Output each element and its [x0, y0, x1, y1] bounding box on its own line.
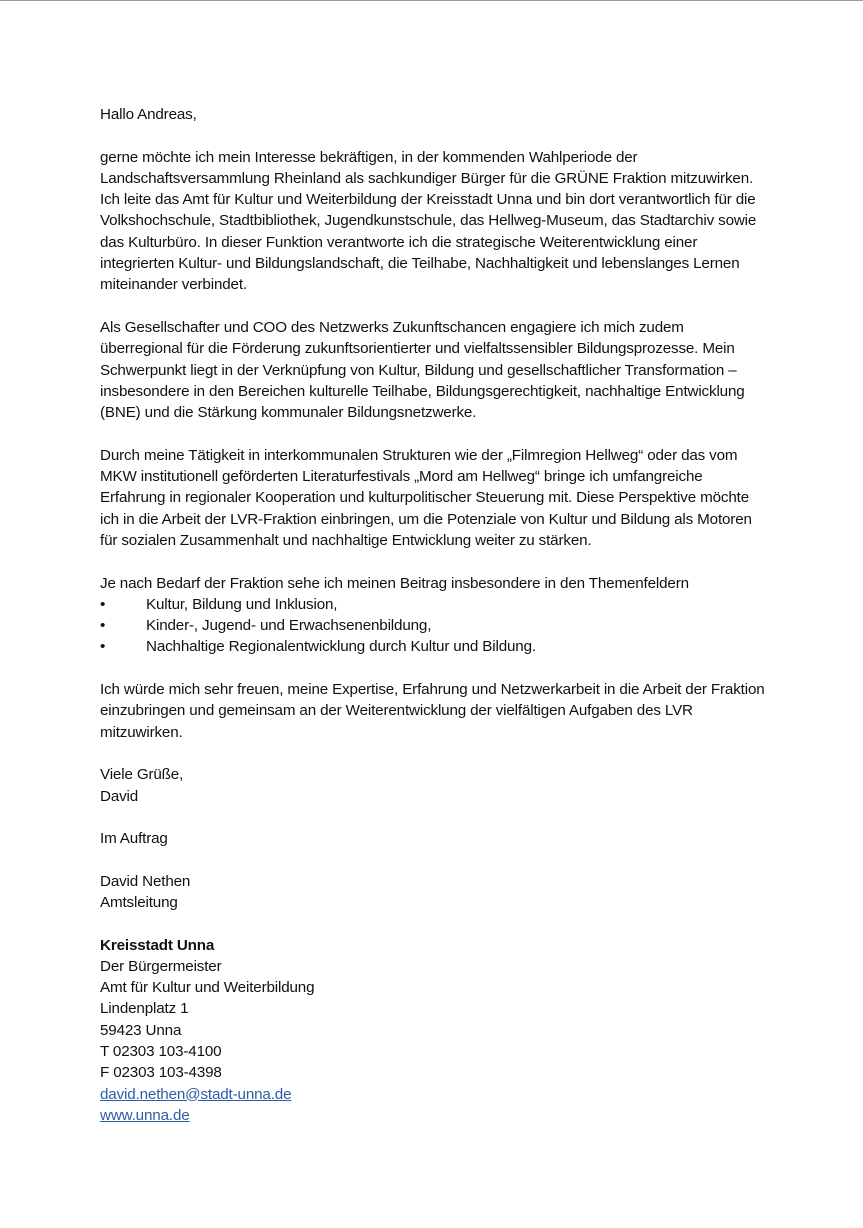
list-item — [100, 615, 770, 636]
signature-title: Amtsleitung — [100, 893, 178, 911]
signature-name-block — [100, 871, 770, 914]
list-item-text: Kultur, Bildung und Inklusion, — [146, 595, 338, 613]
paragraph-topics-intro: Je nach Bedarf der Fraktion sehe ich meinen Beitrag insbesondere in den Themenfeldern — [100, 574, 689, 592]
list-item — [100, 594, 770, 615]
signature-name: David Nethen — [100, 872, 191, 890]
paragraph-network: Als Gesellschafter und COO des Netzwerks Zukunftschancen engagiere ich mich zudem überregional für die Förderung zukunftsorientierter und vielfaltssensibler Bildungsprozesse. Mein Schwerpunkt liegt in der Verknüpfung von Kultur, Bildung und gesellschaftlicher Transformation – insbesondere in den Bereichen kulturelle Teilhabe, Bildungsgerechtigkeit, nachhaltige Entwicklung (BNE) und die Stärkung kommunaler Bildungsnetzwerke. — [100, 318, 745, 422]
list-item — [100, 636, 770, 657]
paragraph-experience: Durch meine Tätigkeit in interkommunalen Strukturen wie der „Filmregion Hellweg“ oder das vom MKW institutionell geförderten Literaturfestivals „Mord am Hellweg“ bringe ich umfangreiche Erfahrung in regionaler Kooperation und kulturpolitischer Steuerung mit. Diese Perspektive möchte ich in die Arbeit der LVR-Fraktion einbringen, um die Potenziale von Kultur und Bildung als Motoren für sozialen Zusammenhalt und nachhaltige Entwicklung weiter zu stärken. — [100, 446, 752, 549]
page-top-border — [0, 0, 863, 1]
paragraph-interest: gerne möchte ich mein Interesse bekräftigen, in der kommenden Wahlperiode der Landschaftsversammlung Rheinland als sachkundiger Bürger für die GRÜNE Fraktion mitzuwirken. Ich leite das Amt für Kultur und Weiterbildung der Kreisstadt Unna und bin dort verantwortlich für die Volkshochschule, Stadtbibliothek, Jugendkunstschule, das Hellweg-Museum, das Stadtarchiv sowie das Kulturbüro. In dieser Funktion verantworte ich die strategische Weiterentwicklung einer integrierten Kultur- und Bildungslandschaft, die Teilhabe, Nachhaltigkeit und lebenslanges Lernen miteinander verbindet. — [100, 148, 757, 294]
closing-block — [100, 764, 770, 807]
closing-name: David — [100, 787, 139, 805]
bullet-icon: • — [100, 595, 106, 613]
signature-fax: F 02303 103-4398 — [100, 1064, 222, 1082]
signature-phone: T 02303 103-4100 — [100, 1043, 222, 1061]
signature-street: Lindenplatz 1 — [100, 1000, 189, 1018]
im-auftrag: Im Auftrag — [100, 830, 168, 848]
closing-salutation: Viele Grüße, — [100, 766, 184, 784]
signature-department-2: Amt für Kultur und Weiterbildung — [100, 979, 315, 997]
greeting: Hallo Andreas, — [100, 106, 197, 123]
bullet-icon: • — [100, 617, 106, 635]
list-item-text: Kinder-, Jugend- und Erwachsenenbildung, — [146, 617, 432, 635]
bullet-icon: • — [100, 638, 106, 656]
email-body — [100, 104, 770, 1126]
list-item-text: Nachhaltige Regionalentwicklung durch Kultur und Bildung. — [146, 638, 536, 656]
email-link[interactable]: david.nethen@stadt-unna.de — [100, 1085, 292, 1103]
topics-list — [100, 594, 770, 658]
signature-organization: Kreisstadt Unna — [100, 936, 215, 954]
signature-city: 59423 Unna — [100, 1021, 182, 1039]
signature-contact-block — [100, 935, 770, 1127]
signature-department-1: Der Bürgermeister — [100, 957, 222, 975]
paragraph-closing-statement: Ich würde mich sehr freuen, meine Expertise, Erfahrung und Netzwerkarbeit in die Arbeit der Fraktion einzubringen und gemeinsam an der Weiterentwicklung der vielfältigen Aufgaben des LVR mitzuwirken. — [100, 681, 765, 741]
website-link[interactable]: www.unna.de — [100, 1106, 190, 1124]
